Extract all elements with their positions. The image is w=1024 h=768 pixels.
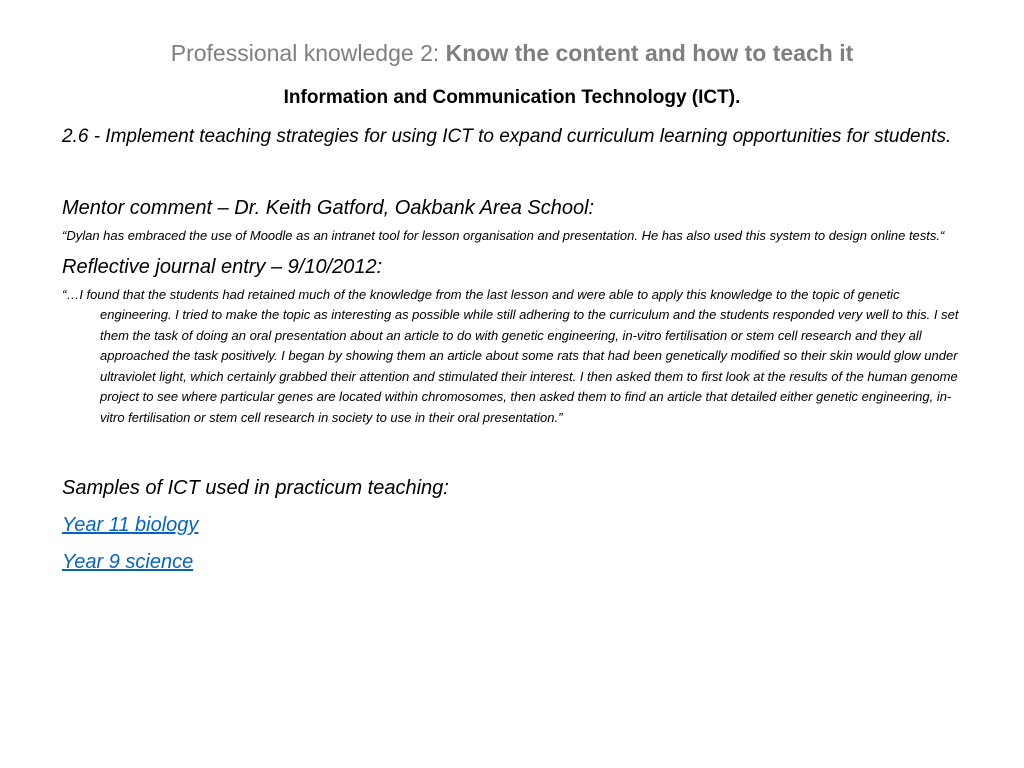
slide-title-bold: Know the content and how to teach it	[445, 40, 854, 66]
year-9-science-link[interactable]: Year 9 science	[62, 551, 194, 573]
slide-title	[0, 40, 1024, 67]
journal-entry-heading: Reflective journal entry – 9/10/2012:	[62, 255, 383, 278]
journal-entry-quote: “…I found that the students had retained much of the knowledge from the last lesson and were able to apply this knowledge to the topic of genetic engineering. I tried to make the topic as interesting as possible while still adhering to the curriculum and the students responded very well to this. I set them the task of doing an oral presentation about an article to do with genetic engineering, in-vitro fertilisation or stem cell research and they all approached the task positively. I began by showing them an article about some rats that had been genetically modified so their skin would glow under ultraviolet light, which certainly grabbed their attention and stimulated their interest. I then asked them to first look at the results of the human genome project to see where particular genes are located within chromosomes, then asked them to find an article that detailed either genetic engineering, in-vitro fertilisation or stem cell research in society to use in their oral presentation.”	[62, 286, 959, 425]
year-11-biology-link[interactable]: Year 11 biology	[62, 514, 199, 536]
slide-title-regular: Professional knowledge 2:	[170, 40, 446, 66]
mentor-comment-heading: Mentor comment – Dr. Keith Gatford, Oakbank Area School:	[62, 197, 595, 219]
link-item-year-11	[62, 511, 970, 539]
mentor-comment-quote: “Dylan has embraced the use of Moodle as an intranet tool for lesson organisation and presentation. He has also used this system to design online tests.“	[62, 228, 945, 243]
link-item-year-9	[62, 548, 970, 576]
samples-heading: Samples of ICT used in practicum teaching:	[62, 477, 449, 499]
slide-body	[62, 122, 970, 576]
slide-subtitle: Information and Communication Technology (ICT).	[283, 87, 741, 108]
standard-statement: 2.6 - Implement teaching strategies for using ICT to expand curriculum learning opportunities for students.	[62, 126, 952, 147]
